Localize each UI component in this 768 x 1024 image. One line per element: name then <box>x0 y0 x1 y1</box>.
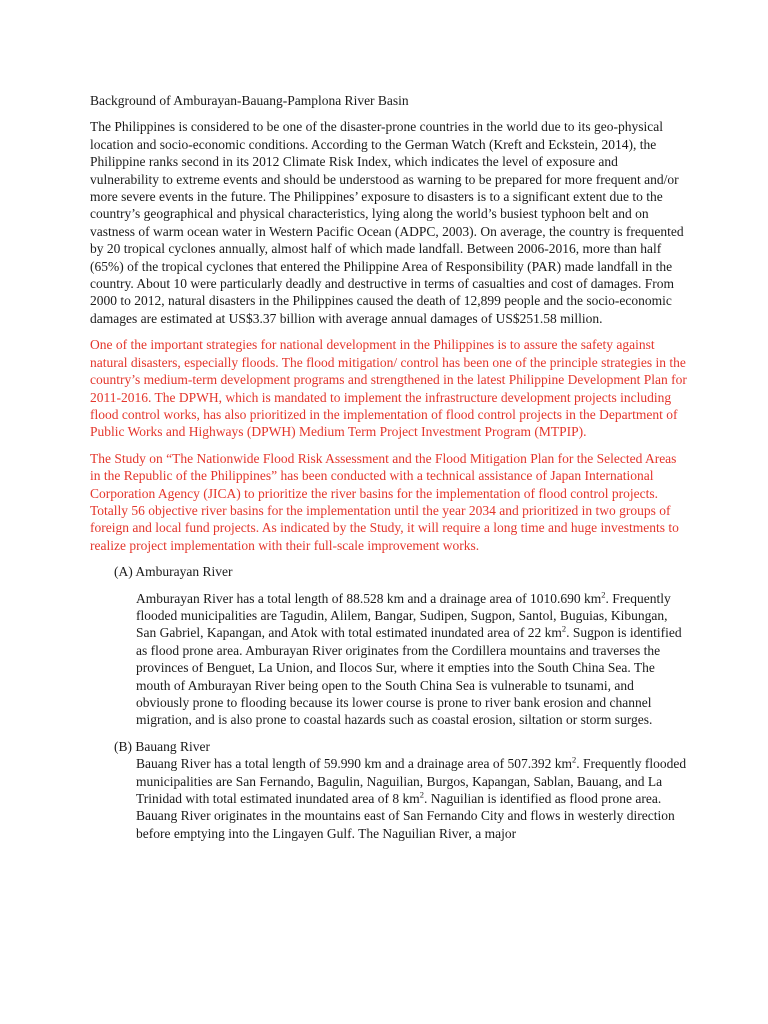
amburayan-text-2: . Frequently flooded municipalities are Tagudin, Alilem, Bangar, Sudipen, Sugpon, Santol, Buguias, Kibungan, San Gabriel, Kapangan, and Atok with total estimated inundated area of 22 km <box>136 590 671 641</box>
superscript: 2 <box>419 789 424 800</box>
amburayan-text-1: Amburayan River has a total length of 88.528 km and a drainage area of 1010.690 km <box>136 590 602 606</box>
paragraph-jica-study: The Study on “The Nationwide Flood Risk Assessment and the Flood Mitigation Plan for the Selected Areas in the Republic of the Philippines” has been conducted with a technical assistance of Japan International Corporation Agency (JICA) to prioritize the river basins for the implementation of flood control projects. Totally 56 objective river basins for the implementation until the year 2034 and prioritized in two groups of foreign and local fund projects. As indicated by the Study, it will require a long time and huge investments to realize project implementation with their full-scale improvement works. <box>90 450 679 553</box>
bauang-text-2: . Frequently flooded municipalities are San Fernando, Bagulin, Naguilian, Burgos, Kapangan, Sablan, Bauang, and La Trinidad with total estimated inundated area of 8 km <box>136 756 687 807</box>
superscript: 2 <box>601 589 606 600</box>
amburayan-text-3: . Sugpon is identified as flood prone area. Amburayan River originates from the Cordillera mountains and traverses the provinces of Benguet, La Union, and Ilocos Sur, where it empties into the South China Sea. The mouth of Amburayan River being open to the South China Sea is vulnerable to tsunami, and obviously prone to flooding because its lower course is prone to river bank erosion and channel migration, and is also prone to coastal hazards such as coastal erosion, siltation or storm surges. <box>136 625 682 728</box>
bauang-text-3: . Naguilian is identified as flood prone area. Bauang River originates in the mountains east of San Fernando City and flows in westerly direction before emptying into the Lingayen Gulf. The Naguilian River, a major <box>136 791 675 841</box>
bauang-text-1: Bauang River has a total length of 59.990 km and a drainage area of 507.392 km <box>136 756 573 772</box>
paragraph-overview: The Philippines is considered to be one of the disaster-prone countries in the world due to its geo-physical location and socio-economic conditions. According to the German Watch (Kreft and Eckstein, 2014), the Philippine ranks second in its 2012 Climate Risk Index, which indicates the level of exposure and vulnerability to extreme events and should be understood as warning to be prepared for more frequent and/or more severe events in the future. The Philippines’ exposure to disasters is to a significant extent due to the country’s geographical and physical characteristics, lying along the world’s busiest typhoon belt and on vastness of warm ocean water in Western Pacific Ocean (ADPC, 2003). On average, the country is frequented by 20 tropical cyclones annually, almost half of which made landfall. Between 2006-2016, more than half (65%) of the tropical cyclones that entered the Philippine Area of Responsibility (PAR) made landfall in the country. About 10 were particularly deadly and destructive in terms of casualties and cost of damages. From 2000 to 2012, natural disasters in the Philippines caused the death of 12,899 people and the socio-economic damages are estimated at US$3.37 billion with average annual damages of US$251.58 million. <box>90 119 684 326</box>
document-page <box>90 92 690 842</box>
section-heading-bauang: (B) Bauang River <box>114 738 210 754</box>
section-heading-amburayan: (A) Amburayan River <box>114 564 233 580</box>
paragraph-strategies: One of the important strategies for national development in the Philippines is to assure the safety against natural disasters, especially floods. The flood mitigation/ control has been one of the principle strategies in the country’s medium-term development programs and strengthened in the latest Philippine Development Plan for 2011-2016. The DPWH, which is mandated to implement the infrastructure development projects including flood control works, has also prioritized in the implementation of flood control projects in the Department of Public Works and Highways (DPWH) Medium Term Project Investment Program (MTPIP). <box>90 337 687 440</box>
superscript: 2 <box>561 623 567 634</box>
document-title: Background of Amburayan-Bauang-Pamplona River Basin <box>90 93 409 108</box>
superscript: 2 <box>572 754 577 765</box>
bauang-river-description <box>136 755 690 842</box>
amburayan-river-description <box>136 590 690 729</box>
